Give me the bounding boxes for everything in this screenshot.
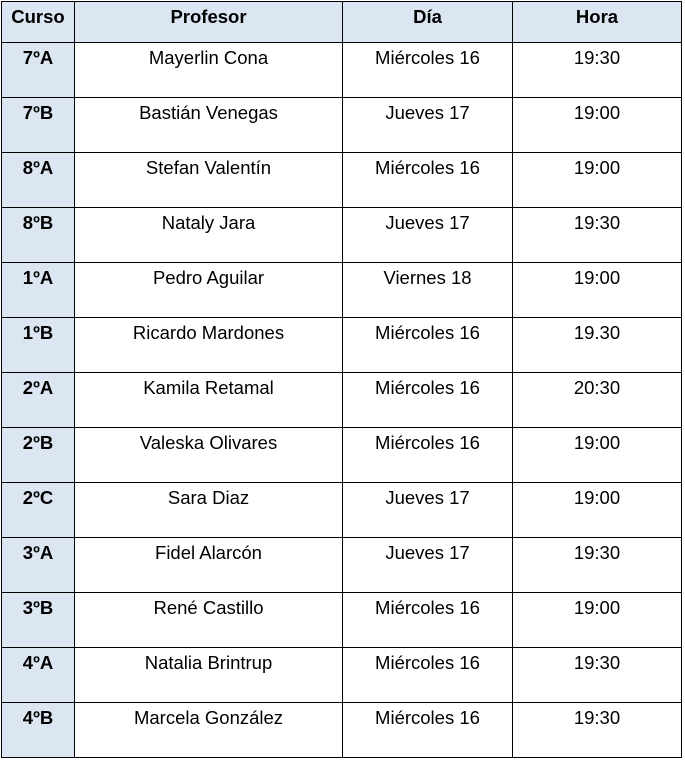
cell-curso: 7ºA: [2, 43, 75, 98]
cell-curso: 3ºB: [2, 593, 75, 648]
table-body: [2, 43, 682, 758]
cell-profesor: Ricardo Mardones: [75, 318, 343, 373]
cell-profesor: Kamila Retamal: [75, 373, 343, 428]
cell-dia: Miércoles 16: [343, 318, 513, 373]
table-row: [2, 483, 682, 538]
cell-dia: Jueves 17: [343, 98, 513, 153]
cell-dia: Jueves 17: [343, 538, 513, 593]
cell-curso: 2ºA: [2, 373, 75, 428]
cell-profesor: Mayerlin Cona: [75, 43, 343, 98]
table-row: [2, 263, 682, 318]
header-dia: Día: [343, 2, 513, 43]
table-row: [2, 373, 682, 428]
cell-profesor: Natalia Brintrup: [75, 648, 343, 703]
table-row: [2, 318, 682, 373]
cell-dia: Miércoles 16: [343, 373, 513, 428]
schedule-table: [1, 1, 682, 758]
cell-profesor: Marcela González: [75, 703, 343, 758]
cell-hora: 19:00: [513, 483, 682, 538]
cell-profesor: Sara Diaz: [75, 483, 343, 538]
cell-curso: 4ºA: [2, 648, 75, 703]
cell-profesor: René Castillo: [75, 593, 343, 648]
cell-dia: Miércoles 16: [343, 153, 513, 208]
cell-dia: Viernes 18: [343, 263, 513, 318]
cell-hora: 19:30: [513, 703, 682, 758]
header-curso: Curso: [2, 2, 75, 43]
cell-curso: 8ºA: [2, 153, 75, 208]
cell-profesor: Stefan Valentín: [75, 153, 343, 208]
cell-hora: 19:30: [513, 43, 682, 98]
cell-hora: 19.30: [513, 318, 682, 373]
cell-dia: Jueves 17: [343, 208, 513, 263]
cell-dia: Miércoles 16: [343, 593, 513, 648]
header-hora: Hora: [513, 2, 682, 43]
cell-hora: 19:00: [513, 263, 682, 318]
cell-hora: 20:30: [513, 373, 682, 428]
table-row: [2, 703, 682, 758]
table-row: [2, 153, 682, 208]
cell-curso: 2ºB: [2, 428, 75, 483]
cell-dia: Jueves 17: [343, 483, 513, 538]
cell-curso: 3ºA: [2, 538, 75, 593]
cell-curso: 4ºB: [2, 703, 75, 758]
cell-hora: 19:00: [513, 98, 682, 153]
table-row: [2, 538, 682, 593]
cell-hora: 19:00: [513, 593, 682, 648]
header-row: [2, 2, 682, 43]
cell-curso: 1ºB: [2, 318, 75, 373]
cell-hora: 19:30: [513, 208, 682, 263]
table-row: [2, 648, 682, 703]
cell-dia: Miércoles 16: [343, 648, 513, 703]
cell-profesor: Fidel Alarcón: [75, 538, 343, 593]
cell-hora: 19:00: [513, 153, 682, 208]
cell-hora: 19:00: [513, 428, 682, 483]
cell-hora: 19:30: [513, 648, 682, 703]
cell-profesor: Bastián Venegas: [75, 98, 343, 153]
cell-curso: 8ºB: [2, 208, 75, 263]
cell-curso: 1ºA: [2, 263, 75, 318]
cell-profesor: Pedro Aguilar: [75, 263, 343, 318]
cell-dia: Miércoles 16: [343, 428, 513, 483]
cell-profesor: Valeska Olivares: [75, 428, 343, 483]
cell-dia: Miércoles 16: [343, 703, 513, 758]
table-row: [2, 593, 682, 648]
table-row: [2, 98, 682, 153]
table-row: [2, 43, 682, 98]
cell-curso: 2ºC: [2, 483, 75, 538]
header-profesor: Profesor: [75, 2, 343, 43]
cell-profesor: Nataly Jara: [75, 208, 343, 263]
table-header: [2, 2, 682, 43]
table-row: [2, 208, 682, 263]
cell-curso: 7ºB: [2, 98, 75, 153]
cell-dia: Miércoles 16: [343, 43, 513, 98]
cell-hora: 19:30: [513, 538, 682, 593]
table-row: [2, 428, 682, 483]
